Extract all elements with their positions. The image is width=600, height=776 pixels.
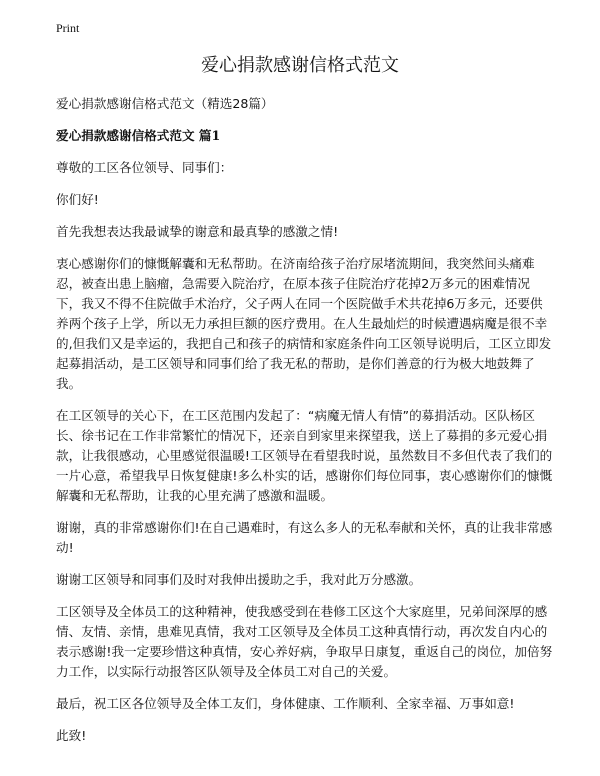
document-subtitle: 爱心捐款感谢信格式范文（精选28篇） xyxy=(56,96,274,111)
document-body xyxy=(56,94,554,758)
body-paragraph: 衷心感谢你们的慷慨解囊和无私帮助。在济南给孩子治疗尿堵流期间，我突然间头痛难忍，被查出患上脑瘤，急需要入院治疗，在原本孩子住院治疗花掉2万多元的困难情况下，我又不得不住院做手术治疗，父子两人在同一个医院做手术共花掉6万多元，还要供养两个孩子上学，所以无力承担巨额的医疗费用。在人生最灿烂的时候遭遇病魔是很不幸的,但我们又是幸运的，我把自己和孩子的病情和家庭条件向工区领导说明后，工区立即发起募捐活动，是工区领导和同事们给了我无私的帮助，是你们善意的行为极大地鼓舞了我。 xyxy=(56,256,552,391)
body-paragraph: 首先我想表达我最诚挚的谢意和最真挚的感激之情! xyxy=(56,224,339,239)
body-paragraph: 工区领导及全体员工的这种精神，使我感受到在巷修工区这个大家庭里，兄弟间深厚的感情、友情、亲情，患难见真情，我对工区领导及全体员工这种真情行动，再次发自内心的表示感谢!我一定要珍惜这种真情，安心养好病，争取早日康复，重返自己的岗位，加倍努力工作，以实际行动报答区队领导及全体员工对自己的关爱。 xyxy=(56,604,553,679)
page-title: 爱心捐款感谢信格式范文 xyxy=(201,55,399,76)
greeting-paragraph: 你们好! xyxy=(56,192,99,207)
salutation-paragraph: 尊敬的工区各位领导、同事们： xyxy=(56,160,233,175)
closing-paragraph: 此致! xyxy=(56,728,87,743)
body-paragraph: 谢谢，真的非常感谢你们!在自己遇难时，有这么多人的无私奉献和关怀，真的让我非常感动! xyxy=(56,520,553,555)
body-paragraph: 在工区领导的关心下，在工区范围内发起了：“病魔无情人有情”的募捐活动。区队杨区长、徐书记在工作非常繁忙的情况下，还亲自到家里来探望我，送上了募捐的多元爱心捐款，让我很感动，心里感觉很温暖!工区领导在看望我时说，虽然数目不多但代表了我们的一片心意，希望我早日恢复健康!多么朴实的话，感谢你们每位同事，衷心感谢你们的慷慨解囊和无私帮助，让我的心里充满了感激和温暖。 xyxy=(56,408,553,503)
body-paragraph: 谢谢工区领导和同事们及时对我伸出援助之手，我对此万分感激。 xyxy=(56,572,422,587)
closing-wishes-paragraph: 最后，祝工区各位领导及全体工友们，身体健康、工作顺利、全家幸福、万事如意! xyxy=(56,696,515,711)
section-heading: 爱心捐款感谢信格式范文 篇1 xyxy=(56,128,221,143)
print-label: Print xyxy=(56,21,80,35)
